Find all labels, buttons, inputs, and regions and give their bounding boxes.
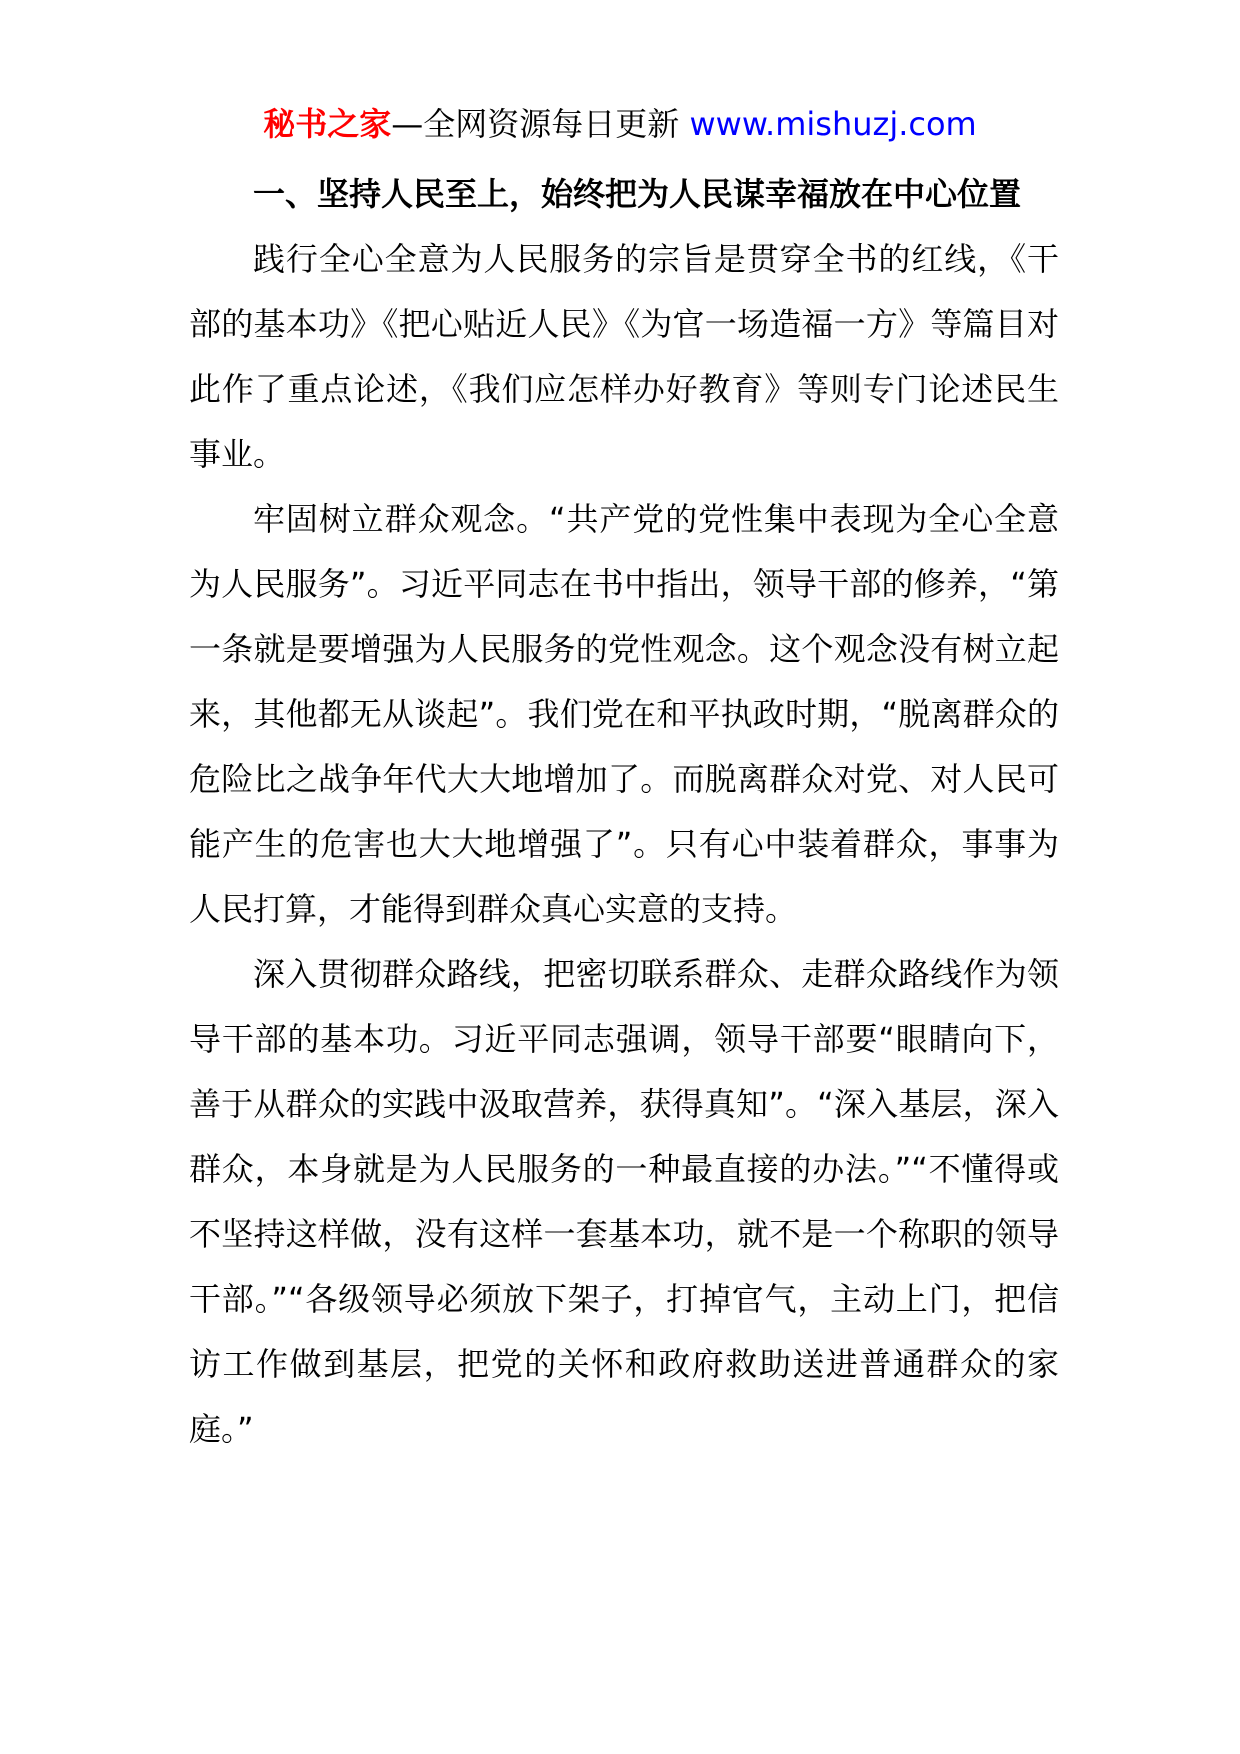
site-header xyxy=(0,100,1240,148)
paragraph-2: 牢固树立群众观念。“共产党的党性集中表现为全心全意为人民服务”。习近平同志在书中指出，领导干部的修养，“第一条就是要增强为人民服务的党性观念。这个观念没有树立起来，其他都无从谈起”。我们党在和平执政时期，“脱离群众的危险比之战争年代大大地增加了。而脱离群众对党、对人民可能产生的危害也大大地增强了”。只有心中装着群众，事事为人民打算，才能得到群众真心实意的支持。 xyxy=(189,500,1059,928)
paragraph-1: 践行全心全意为人民服务的宗旨是贯穿全书的红线，《干部的基本功》《把心贴近人民》《为官一场造福一方》等篇目对此作了重点论述，《我们应怎样办好教育》等则专门论述民生事业。 xyxy=(189,240,1059,473)
paragraph-3: 深入贯彻群众路线，把密切联系群众、走群众路线作为领导干部的基本功。习近平同志强调，领导干部要“眼睛向下，善于从群众的实践中汲取营养，获得真知”。“深入基层，深入群众，本身就是为人民服务的一种最直接的办法。”“不懂得或不坚持这样做，没有这样一套基本功，就不是一个称职的领导干部。”“各级领导必须放下架子，打掉官气，主动上门，把信访工作做到基层，把党的关怀和政府救助送进普通群众的家庭。” xyxy=(189,955,1059,1448)
site-brand: 秘书之家 xyxy=(263,105,392,143)
section-heading: 一、坚持人民至上，始终把为人民谋幸福放在中心位置 xyxy=(253,175,1022,213)
document-body xyxy=(189,162,1059,1462)
site-url-link[interactable]: www.mishuzj.com xyxy=(689,105,977,143)
site-tagline: —全网资源每日更新 xyxy=(391,105,690,143)
